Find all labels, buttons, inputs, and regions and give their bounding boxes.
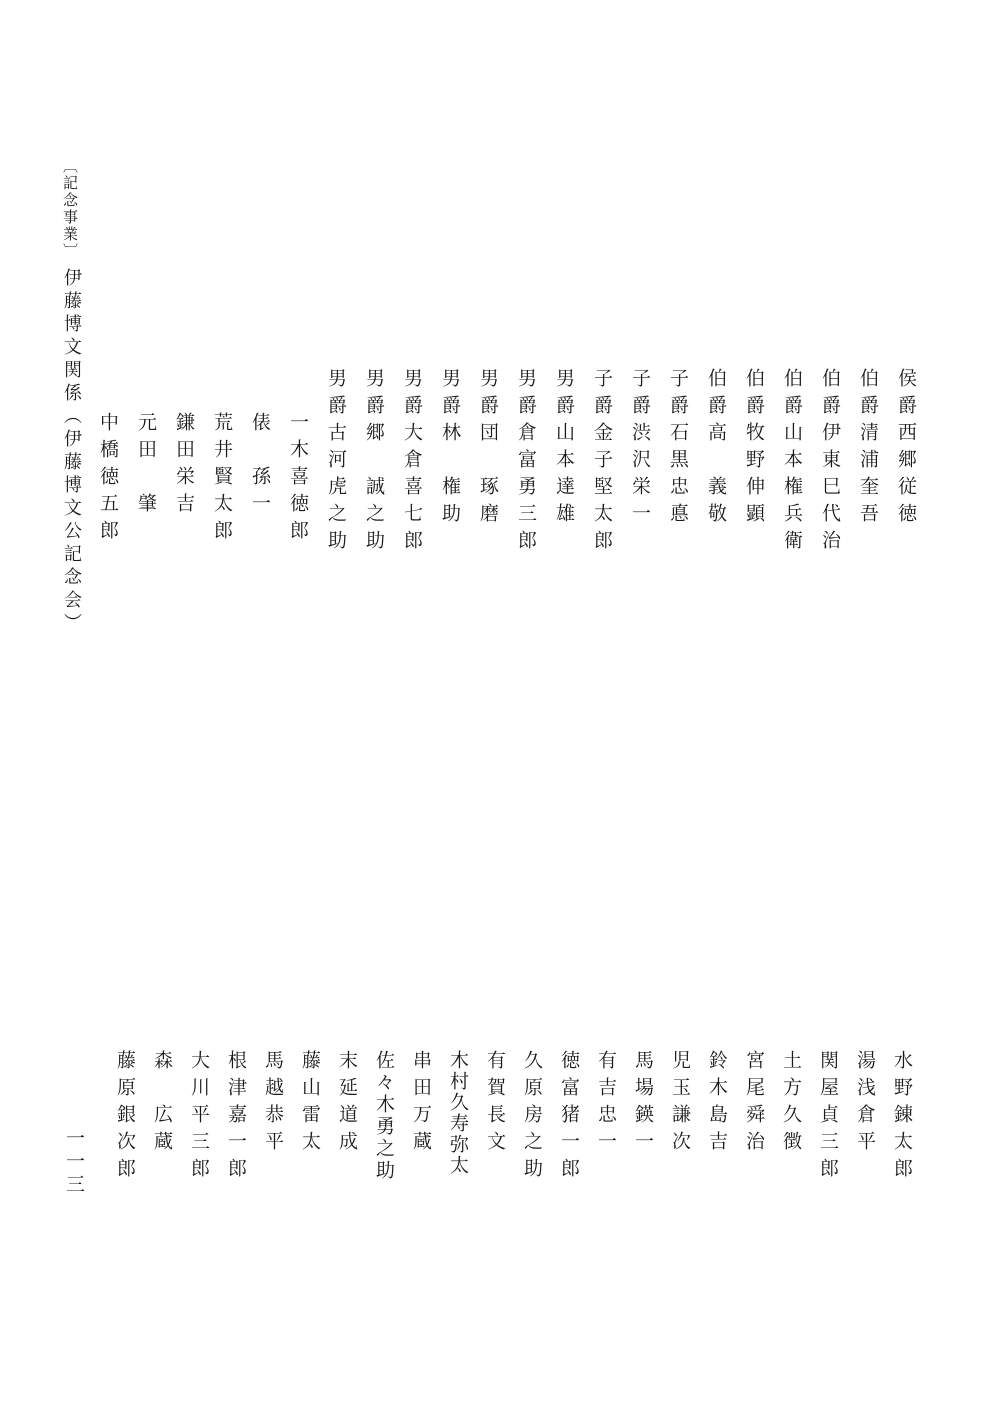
top-name: 伯爵山本権兵衛	[781, 368, 803, 557]
bottom-name: 佐々木勇之助	[373, 1050, 395, 1182]
bottom-name: 藤原銀次郎	[114, 1050, 136, 1185]
bottom-name: 土方久徴	[780, 1050, 802, 1158]
top-name: 一木喜徳郎	[287, 412, 309, 547]
page-title: 伊藤博文関係（伊藤博文公記念会）	[61, 268, 82, 636]
top-name: 男爵郷 誠之助	[363, 368, 385, 557]
top-name: 侯爵西郷従徳	[895, 368, 917, 530]
bottom-name: 関屋貞三郎	[817, 1050, 839, 1185]
bottom-name: 児玉謙次	[669, 1050, 691, 1158]
top-name: 男爵倉富勇三郎	[515, 368, 537, 557]
top-name: 男爵古河虎之助	[325, 368, 347, 557]
bottom-name: 久原房之助	[521, 1050, 543, 1185]
bottom-name: 串田万蔵	[410, 1050, 432, 1158]
bottom-name: 馬場鍈一	[632, 1050, 654, 1158]
top-name: 伯爵高 義敬	[705, 368, 727, 530]
top-name: 荒井賢太郎	[211, 412, 233, 547]
top-name: 男爵大倉喜七郎	[401, 368, 423, 557]
bottom-name: 藤山雷太	[299, 1050, 321, 1158]
bottom-name: 水野錬太郎	[891, 1050, 913, 1185]
top-name: 伯爵伊東巳代治	[819, 368, 841, 557]
bottom-name: 馬越恭平	[262, 1050, 284, 1158]
top-name: 男爵団 琢磨	[477, 368, 499, 530]
top-name: 子爵金子堅太郎	[591, 368, 613, 557]
bottom-name: 木村久寿弥太	[447, 1050, 469, 1176]
bottom-name: 宮尾舜治	[743, 1050, 765, 1158]
top-name: 男爵山本達雄	[553, 368, 575, 530]
bottom-name: 有賀長文	[484, 1050, 506, 1158]
top-name: 鎌田栄吉	[173, 412, 195, 520]
bottom-name: 末延道成	[336, 1050, 358, 1158]
top-name: 元田 肇	[135, 412, 157, 520]
top-name: 中橋徳五郎	[97, 412, 119, 547]
top-name: 伯爵牧野伸顕	[743, 368, 765, 530]
bottom-name: 大川平三郎	[188, 1050, 210, 1185]
bottom-name: 有吉忠一	[595, 1050, 617, 1158]
bottom-name: 森 広蔵	[151, 1050, 173, 1158]
top-name: 俵 孫一	[249, 412, 271, 520]
top-name: 伯爵清浦奎吾	[857, 368, 879, 530]
page-number: 一一三	[63, 1128, 85, 1197]
section-header: 〔記念事業〕	[61, 158, 79, 260]
bottom-name: 湯浅倉平	[854, 1050, 876, 1158]
top-name: 子爵石黒忠悳	[667, 368, 689, 530]
bottom-name: 根津嘉一郎	[225, 1050, 247, 1185]
top-name: 子爵渋沢栄一	[629, 368, 651, 530]
bottom-name: 徳富猪一郎	[558, 1050, 580, 1185]
bottom-name: 鈴木島吉	[706, 1050, 728, 1158]
top-name: 男爵林 権助	[439, 368, 461, 530]
